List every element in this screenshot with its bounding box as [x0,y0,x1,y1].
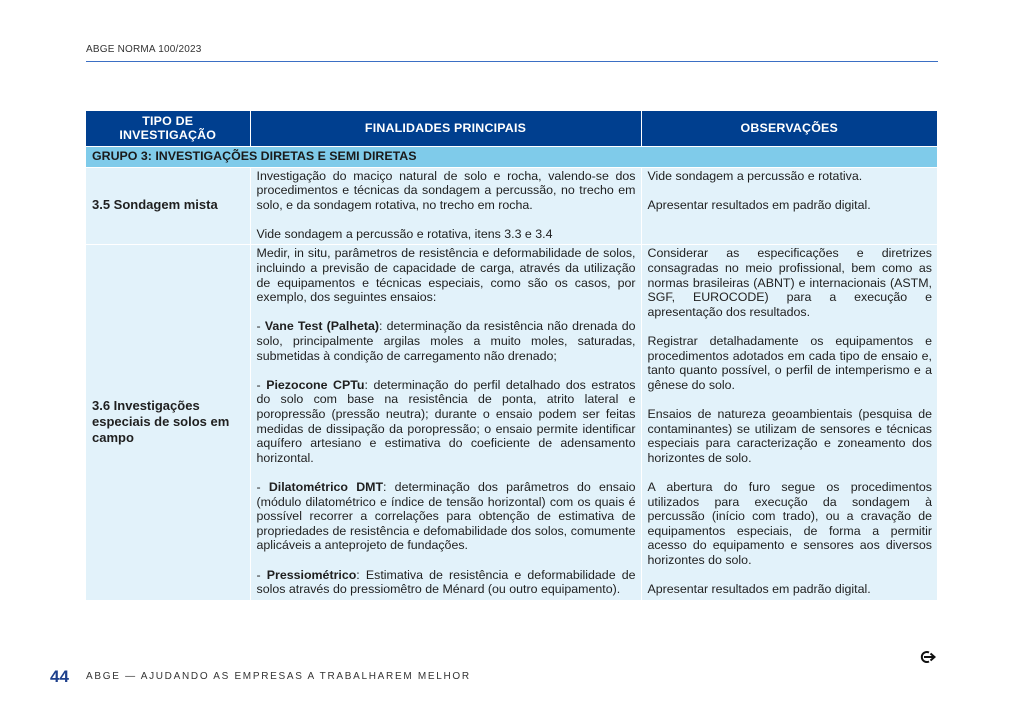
obs-paragraph: Apresentar resultados em padrão digital. [647,582,871,597]
column-header-tipo: TIPO DE INVESTIGAÇÃO [86,111,250,146]
ensaio-name: Dilatométrico DMT [268,479,384,494]
obs-paragraph: Apresentar resultados em padrão digital. [647,197,871,212]
ensaio-name: Vane Test (Palheta) [264,319,379,334]
finalidade-intro: Medir, in situ, parâmetros de resistência e deformabilidade de solos, incluindo a previsão de capacidade de carga, através da utilização de equipamentos e técnicas especiais, como são os casos, por exemplo, dos seguintes ensaios: [256,246,636,305]
obs-paragraph: Ensaios de natureza geoambientais (pesquisa de contaminantes) se utilizam de sensores e técnicas especiais para caracterização e zoneamento dos horizontes de solo. [647,407,932,465]
document-header: ABGE NORMA 100/2023 [86,44,202,55]
next-page-arrow-icon[interactable] [918,649,936,665]
group-row [86,146,937,167]
ensaio-dilatometrico: - Dilatométrico DMT: determinação dos parâmetros do ensaio (módulo dilatométrico e índice de tensão horizontal) com os quais é possível recorrer a correlações para obtenção de estimativa de propriedades de resistência e defomabilidade dos solos, comumente aplicáveis a anteprojeto de fundações. [256,479,636,553]
ensaio-vane-test: - Vane Test (Palheta): determinação da resistência não drenada do solo, principalmente argilas moles a muito moles, saturadas, submetidas à condição de carregamento não drenado; [256,319,636,363]
header-divider [86,61,938,62]
group-title: GRUPO 3: INVESTIGAÇÕES DIRETAS E SEMI DIRETAS [86,146,937,167]
ensaio-pressiometrico: - Pressiométrico: Estimativa de resistência e deformabilidade de solos através do pressiomêtro de Ménard (ou outro equipamento). [256,567,636,597]
row-obs-sondagem-mista [641,167,937,245]
row-finalidade-sondagem-mista [250,167,641,245]
finalidade-paragraph: Vide sondagem a percussão e rotativa, itens 3.3 e 3.4 [256,226,553,241]
page-number: 44 [50,667,69,686]
column-header-observacoes: OBSERVAÇÕES [641,111,937,146]
footer-tagline: ABGE — AJUDANDO AS EMPRESAS A TRABALHAREM MELHOR [86,671,471,682]
ensaio-name: Piezocone CPTu [266,377,365,392]
table-header-row [86,111,937,146]
column-header-finalidades: FINALIDADES PRINCIPAIS [250,111,641,146]
row-obs-investigacoes-especiais [641,245,937,600]
obs-paragraph: Registrar detalhadamente os equipamentos e procedimentos adotados em cada tipo de ensaio e, tanto quanto possível, o perfil de intemperismo e a gênese do solo. [647,334,932,392]
finalidade-paragraph: Investigação do maciço natural de solo e rocha, valendo-se dos procedimentos e técnicas da sondagem a percussão, no trecho em solo, e da sondagem rotativa, no trecho em rocha. [256,168,636,212]
row-type-sondagem-mista: 3.5 Sondagem mista [86,167,250,245]
ensaio-piezocone: - Piezocone CPTu: determinação do perfil detalhado dos estratos do solo com base na resistência de ponta, atrito lateral e poropressão (pressão neutra); durante o ensaio podem ser feitas medidas de dissipação da poropressão; o ensaio permite identificar aquífero artesiano e estimativa do coeficiente de adensamento horizontal. [256,377,636,465]
row-type-investigacoes-especiais: 3.6 Investigações especiais de solos em campo [86,245,250,600]
obs-paragraph: Considerar as especificações e diretrizes consagradas no meio profissional, bem como as normas brasileiras (ABNT) e internacionais (ASTM, SGF, EUROCODE) para a execução e apresentação dos resultados. [647,246,932,319]
ensaio-name: Pressiométrico [266,567,357,582]
investigation-table [86,111,937,600]
row-finalidade-investigacoes-especiais [250,245,641,600]
obs-paragraph: A abertura do furo segue os procedimentos utilizados para execução da sondagem à percussão (início com trado), ou a cravação de equipamentos especiais, de forma a permitir acesso do equipamento e sensores aos diversos horizontes do solo. [647,479,932,567]
table-row [86,245,937,600]
table-row [86,167,937,245]
obs-paragraph: Vide sondagem a percussão e rotativa. [647,168,863,183]
